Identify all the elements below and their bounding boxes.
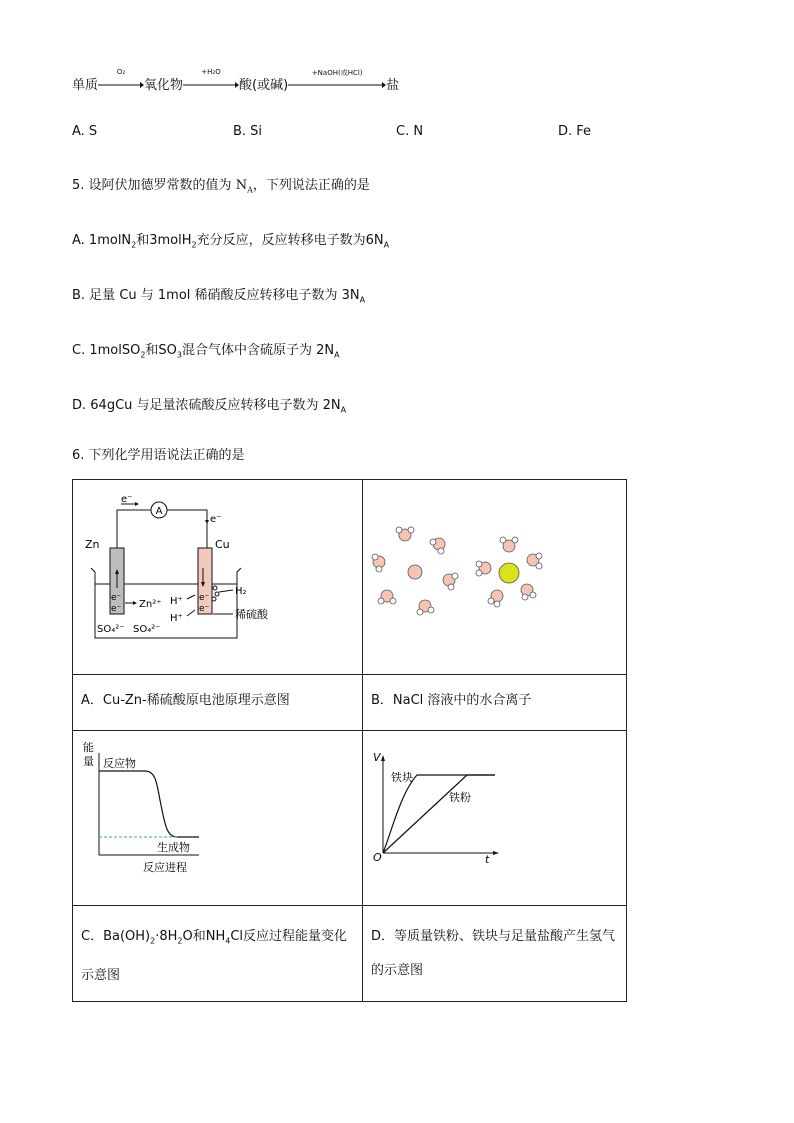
q5-stem: 5. 设阿伏加德罗常数的值为 $N_A$，下列说法正确的是: [72, 178, 370, 195]
q5-option-b[interactable]: B. 足量 Cu 与 1mol 稀硝酸反应转移电子数为 $3N_A$: [72, 288, 366, 305]
svg-text:A: A: [155, 506, 163, 517]
caption-d[interactable]: D．等质量铁粉、铁块与足量盐酸产生氢气的示意图: [363, 906, 627, 1002]
q5-option-d[interactable]: D. 64gCu 与足量浓硫酸反应转移电子数为 $2N_A$: [72, 398, 347, 415]
svg-text:O: O: [373, 851, 382, 864]
chain-oxide: 氧化物: [144, 78, 184, 93]
svg-text:t: t: [485, 853, 490, 866]
svg-text:铁粉: 铁粉: [449, 791, 471, 804]
svg-text:Zn: Zn: [85, 538, 100, 551]
svg-text:H⁺: H⁺: [170, 596, 183, 607]
svg-text:e⁻: e⁻: [199, 604, 210, 614]
svg-text:e⁻: e⁻: [111, 604, 122, 614]
chain-acid-base: 酸(或碱): [239, 78, 289, 93]
arrow-o2: O₂: [98, 78, 144, 93]
svg-text:e⁻: e⁻: [111, 593, 122, 603]
arrow-icon: [98, 81, 144, 89]
arrow-h2o: +H₂O: [183, 78, 239, 93]
sodium-ion: [408, 565, 422, 579]
iron-block-curve: [383, 775, 495, 853]
hydrated-ions-diagram: [363, 480, 626, 670]
caption-b[interactable]: B．NaCl 溶液中的水合离子: [363, 675, 627, 731]
svg-text:Zn²⁺: Zn²⁺: [139, 599, 162, 610]
q5-option-a[interactable]: A. 1molN$_2$和3molH$_2$充分反应，反应转移电子数为$6N_A$: [72, 233, 390, 250]
arrow-icon: [183, 81, 239, 89]
energy-curve: [99, 771, 199, 837]
svg-text:V: V: [373, 751, 381, 764]
svg-text:SO₄²⁻: SO₄²⁻: [97, 624, 125, 635]
q4-option-b[interactable]: B. Si: [233, 124, 263, 139]
svg-text:e⁻: e⁻: [199, 593, 210, 603]
chain-simple-substance: 单质: [72, 78, 99, 93]
q5-option-c[interactable]: C. 1molSO$_2$和$SO_3$混合气体中含硫原子为 $2N_A$: [72, 343, 340, 360]
energy-diagram: [73, 731, 362, 901]
svg-text:H⁺: H⁺: [170, 613, 183, 624]
svg-text:反应进程: 反应进程: [143, 861, 187, 874]
svg-text:e⁻: e⁻: [210, 514, 222, 525]
svg-text:生成物: 生成物: [157, 841, 190, 854]
arrow-icon: [288, 81, 386, 89]
svg-text:反应物: 反应物: [103, 757, 136, 770]
svg-text:H₂: H₂: [235, 586, 247, 597]
figure-c-cell[interactable]: [73, 731, 363, 906]
svg-text:SO₄²⁻: SO₄²⁻: [133, 624, 161, 635]
galvanic-cell-diagram: [73, 480, 362, 670]
svg-text:Cu: Cu: [215, 538, 230, 551]
figure-a-cell[interactable]: [73, 480, 363, 675]
iron-powder-curve: [383, 775, 495, 853]
q4-option-a[interactable]: A. S: [72, 124, 98, 139]
caption-c[interactable]: C．$Ba(OH)_2\cdot 8H_2O$和$NH_4Cl$反应过程能量变化示意图: [73, 906, 363, 1002]
arrow-naoh: +NaOH(或HCl): [288, 78, 386, 93]
volume-time-graph: [363, 731, 626, 901]
reaction-chain: [72, 68, 400, 93]
q6-options-table: [72, 479, 627, 1002]
svg-text:能: 能: [83, 741, 94, 754]
caption-a[interactable]: A．Cu-Zn-稀硫酸原电池原理示意图: [73, 675, 363, 731]
chloride-ion: [499, 563, 519, 583]
svg-text:量: 量: [83, 755, 94, 768]
svg-text:e⁻: e⁻: [121, 494, 133, 505]
svg-text:铁块: 铁块: [391, 771, 413, 784]
figure-b-cell[interactable]: [363, 480, 627, 675]
svg-text:稀硫酸: 稀硫酸: [235, 608, 268, 621]
figure-d-cell[interactable]: [363, 731, 627, 906]
q4-option-d[interactable]: D. Fe: [558, 124, 592, 139]
q6-stem: 6. 下列化学用语说法正确的是: [72, 448, 245, 463]
q4-option-c[interactable]: C. N: [396, 124, 424, 139]
chain-salt: 盐: [386, 78, 400, 93]
